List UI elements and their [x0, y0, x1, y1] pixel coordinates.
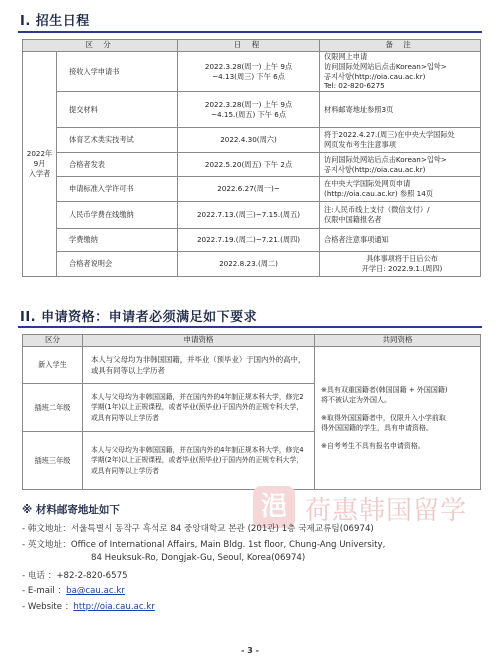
table-row	[23, 52, 481, 92]
schedule-note: 仅限网上申请 访问国际处网站后点击Korean>입학> 공지사항(http://oia.cau.ac.kr) Tel: 02-820-6275	[320, 52, 481, 92]
watermark-logo-icon: 浥	[253, 486, 295, 528]
eligibility-requirement: 本人与父母均为非韩国国籍，并在国内外的4年制正规本科大学，修完4学期(2年)以上正规课程，或者毕业(预毕业)于国内外的正规专科大学，或具有同等以上学历者	[83, 432, 315, 490]
common-qualification: ※具有双重国籍者(韩国国籍 + 外国国籍) 将不被认定为外国人。 ※取得外国国籍者中，仅限升入小学前取 得外国国籍的学生，具有申请资格。 ※自考考生不具有报名申请资格。	[315, 347, 481, 490]
eligibility-category: 插班二年级	[23, 384, 83, 432]
schedule-date: 2022.7.13.(周三)~7.15.(周五)	[178, 202, 320, 229]
table-row	[23, 153, 481, 177]
english-address-cont: 84 Heuksuk-Ro, Dongjak-Gu, Seoul, Korea(06974)	[91, 553, 306, 563]
header-note: 备 注	[320, 40, 481, 52]
website: - Website ：http://oia.cau.ac.kr	[22, 601, 155, 612]
schedule-date: 2022.7.19.(周二)~7.21.(周四)	[178, 229, 320, 252]
table-row	[23, 128, 481, 153]
table-row	[23, 92, 481, 128]
schedule-item: 申请标准入学许可书	[57, 177, 178, 202]
email: - E-mail ：ba@cau.ac.kr	[22, 586, 125, 596]
table-row	[23, 252, 481, 277]
watermark-text: 荷惠韩国留学	[305, 496, 468, 526]
email-link[interactable]: ba@cau.ac.kr	[66, 586, 125, 596]
schedule-date: 2022.4.30(周六)	[178, 128, 320, 153]
header-category: 区 分	[23, 40, 178, 52]
schedule-note: 注:人民币线上支付（微信支付）/ 仅限中国籍报名者	[320, 202, 481, 229]
schedule-item: 学费缴纳	[57, 229, 178, 252]
schedule-item: 合格者说明会	[57, 252, 178, 277]
eligibility-header-row	[23, 335, 481, 347]
eligibility-category: 新入学生	[23, 347, 83, 384]
schedule-table	[22, 39, 481, 277]
eligibility-category: 插班三年级	[23, 432, 83, 490]
header-category: 区分	[23, 335, 83, 347]
address-title: ※ 材料邮寄地址如下	[22, 504, 120, 516]
eligibility-table	[22, 334, 481, 490]
schedule-date: 2022.3.28(周一) 上午 9点 ~4.13(周三) 下午 6点	[178, 52, 320, 92]
header-common: 共同资格	[315, 335, 481, 347]
english-address: - 英文地址：Office of International Affairs, Main Bldg. 1st floor, Chung-Ang University,	[22, 539, 386, 550]
schedule-note: 材料邮寄地址参照3页	[320, 92, 481, 128]
schedule-date: 2022.3.28(周一) 上午 9点 ~4.15.(周五) 下午 6点	[178, 92, 320, 128]
header-date: 日 程	[178, 40, 320, 52]
table-row	[23, 202, 481, 229]
table-row	[23, 177, 481, 202]
section-title-eligibility: II. 申请资格：申请者必须满足如下要求	[20, 310, 258, 325]
table-row	[23, 229, 481, 252]
schedule-item: 接收入学申请书	[57, 52, 178, 92]
schedule-item: 提交材料	[57, 92, 178, 128]
schedule-date: 2022.5.20(周五) 下午 2点	[178, 153, 320, 177]
table-row	[23, 347, 481, 384]
title-underline	[18, 326, 482, 328]
header-requirement: 申请资格	[83, 335, 315, 347]
schedule-note: 访问国际处网站后点击Korean>입학> 공지사항(http://oia.cau.ac.kr)	[320, 153, 481, 177]
mailing-address-block	[22, 502, 462, 615]
schedule-item: 合格者发表	[57, 153, 178, 177]
title-underline	[18, 31, 482, 33]
schedule-header-row	[23, 40, 481, 52]
korean-address: - 韩文地址：서울특별시 동작구 흑석로 84 중앙대학교 본관 (201관) 1층 국제교류팀(06974)	[22, 524, 374, 534]
page-number: - 3 -	[241, 646, 259, 655]
section-title-schedule: I. 招生日程	[20, 14, 90, 29]
website-link[interactable]: http://oia.cau.ac.kr	[73, 601, 155, 612]
eligibility-requirement: 本人与父母均为非韩国国籍，并毕业（预毕业）于国内外的高中，或具有同等以上学历者	[83, 347, 315, 384]
schedule-note: 合格者注意事项通知	[320, 229, 481, 252]
phone: - 电话 ：+82-2-820-6575	[22, 570, 128, 581]
schedule-date: 2022.8.23.(周二)	[178, 252, 320, 277]
schedule-item: 体育艺术类实技考试	[57, 128, 178, 153]
intake-group-cell: 2022年 9月 入学者	[23, 52, 57, 277]
schedule-date: 2022.6.27(周一)~	[178, 177, 320, 202]
schedule-note: 在中央大学国际处网页申请 (http://oia.cau.ac.kr) 参照 14页	[320, 177, 481, 202]
schedule-item: 人民币学费在线缴纳	[57, 202, 178, 229]
schedule-note: 具体事项将于日后公布 开学日: 2022.9.1.(周四)	[320, 252, 481, 277]
schedule-note: 将于2022.4.27.(周三)在中央大学国际处 网页发布考生注意事项	[320, 128, 481, 153]
eligibility-requirement: 本人与父母均为非韩国国籍，并在国内外的4年制正规本科大学，修完2学期(1年)以上正规课程，或者毕业(预毕业)于国内外的正规专科大学，或具有同等以上学历者	[83, 384, 315, 432]
